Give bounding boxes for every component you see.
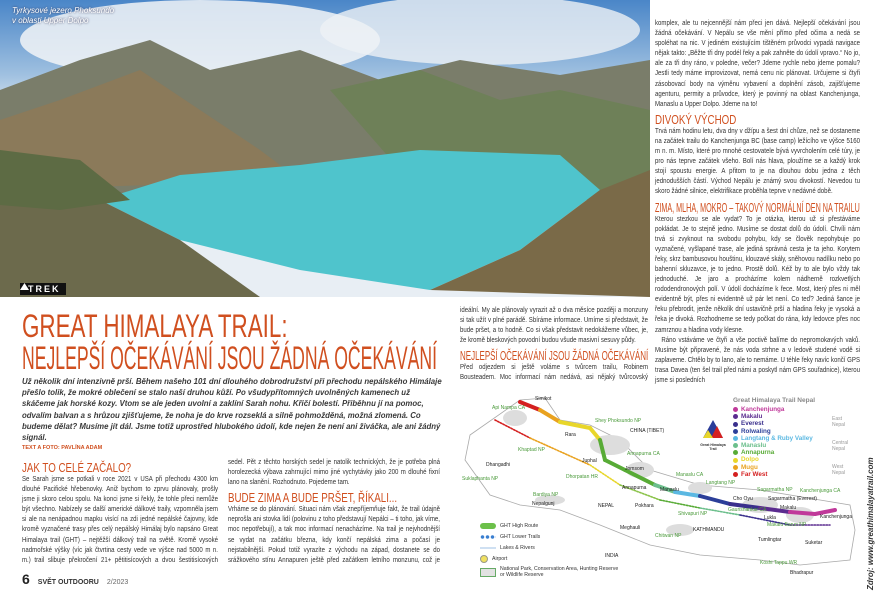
map-place-makalu: Makalu: [780, 505, 797, 511]
map-place-shivapuri: Shivapuri NP: [678, 511, 708, 517]
map-place-chitwan: Chitwan NP: [655, 533, 682, 539]
section-color-dot: [733, 422, 738, 427]
section-heading-text: BUDE ZIMA A BUDE PRŠET, ŘÍKALI...: [228, 490, 398, 506]
airport-icon: [480, 555, 488, 563]
legend-section-langtang-ruby-valley: [733, 435, 815, 442]
paragraph: Vrháme se do plánování. Situaci nám však znepříjemňuje fakt, že trail údajně neprošla ani stovka lidí (polovinu z toho představují Nepálci – ti toho, jak víme, moc nepotřebují), a tak moc informací nenacházíme. Na trail je nejvhodnější se vydat na začátku března, kdy končí nepálská zima a počasí je nejstabilnější. Pokud totiž vyrazíte z východu na západ, dostanete se do srážkového stínu Annapuren ještě před začátkem letního monzunu, což je: [228, 504, 440, 564]
section-name: Dolpo: [741, 456, 759, 464]
issue-number: 2/2023: [106, 579, 129, 586]
map-place-india: INDIA: [605, 553, 619, 559]
park-swatch: [480, 568, 496, 577]
paragraph: Trvá nám hodinu letu, dva dny v džípu a šest dní chůze, než se dostaneme na začátek trailu do Kanchenjunga BC (base camp) ležícího ve výšce 5160 m n. m. Místo, které pro mnohé cestovatele bývá vyvrcholením celé túry, je pro nás teprve začátek všeho. Bolí nás hlava, ploužíme se a každý krok stojí spoustu energie. A přitom to je na dlouhou dobu jedna z těch jednodušších částí. Východ Nepálu je známý svou divokostí. Nevedou tu skoro žádné silnice, elektrifikace proběhla teprve v nedávné době.: [655, 125, 860, 196]
legend-label: National Park, Conservation Area, Hunting Reserve or Wildlife Reserve: [500, 566, 619, 578]
legend-high-route: [480, 520, 620, 531]
map-place-kanch: Kanchenjunga: [820, 514, 852, 520]
photo-caption: [12, 6, 114, 26]
section-heading: [655, 111, 860, 126]
legend-section-manaslu: [733, 442, 815, 449]
section-name: Kanchenjunga: [741, 406, 785, 413]
section-heading: [22, 459, 218, 474]
map-place-langtang: Langtang NP: [706, 480, 736, 486]
section-heading-text: DIVOKÝ VÝCHOD: [655, 111, 737, 127]
legend-section-everest: [733, 420, 815, 427]
map-place-makaluNP: Makalu Barun NP: [767, 522, 807, 528]
region-label: West Nepal: [832, 464, 846, 476]
section-color-dot: [733, 458, 738, 463]
paragraph: Kterou stezkou se ale vydat? To je otázka, kterou už si přestáváme pokládat. Je to stejně jedno. Musíme se dostat dolů do údolí. Chvíli nám trvá si zvyknout na svobodu pohybu, kdy se člověk nepohybuje po vyznačené, vyšlapané trase, ale jediná správná cesta je ta jeho. Korytem řeky, skrz bambusovou houštinu, klouzavé skály, sněhovou nadílku nebo po bahenní skluzavce, je to jedno. Prostě dolů. Kéž by to ale bylo vždy tak jednoduché. Je jaro a procházíme kolem nádherně rozkvetlých rododendronových polí. V údolí docházíme k řece. Most, který přes ni měl evidentně být, přes ni evidentně už pár let není. Co teď? Jediná šance je řeku přebrodit, jenže několik dní ustavičně prší a hladina řeky je vysoká a řeka je divoká. Rozhodneme se tedy počkat do rána, kdy ledovce přes noc zamrznou a hladina vody klesne.: [655, 213, 860, 334]
section-heading: [655, 199, 860, 214]
map-place-shey: Shey Phoksundo NP: [595, 418, 642, 424]
section-color-dot: [733, 429, 738, 434]
section-heading-text: NEJLEPŠÍ OČEKÁVÁNÍ JSOU ŽÁDNÁ OČEKÁVÁNÍ: [460, 348, 649, 364]
legend-section-mugu: [733, 464, 815, 471]
map-place-rara: Rara: [565, 432, 576, 438]
map-place-khaptad: Khaptad NP: [518, 447, 545, 453]
section-name: Langtang & Ruby Valley: [741, 434, 813, 442]
paragraph: Před odjezdem si ještě voláme s tvůrcem trailu, Robinem Bousteadem. Moc informací nám nedává, asi nějaký tvůrcovský: [460, 362, 648, 382]
map-source: Zdroj: www.greathimalayatrail.com: [866, 457, 875, 590]
byline: TEXT A FOTO: PAVLÍNA ADAM: [22, 445, 103, 451]
map-place-nepal: NEPAL: [598, 503, 615, 509]
title-line: NEJLEPŠÍ OČEKÁVÁNÍ JSOU ŽÁDNÁ OČEKÁVÁNÍ: [22, 340, 437, 376]
caption-line: Tyrkysové jezero Phoksundo: [12, 6, 115, 15]
section-heading-text: ZIMA, MLHA, MOKRO – TAKOVÝ NORMÁLNÍ DEN NA TRAILU: [655, 199, 860, 215]
page-number: 6: [22, 571, 30, 587]
page-footer: [22, 571, 128, 587]
column-1: [22, 457, 218, 565]
section-color-dot: [733, 436, 738, 441]
map-place-sukla: Suklaphanta NP: [462, 476, 499, 482]
map-place-dhorpatan: Dhorpatan HR: [566, 474, 598, 480]
map-place-dhangadhi: Dhangadhi: [486, 462, 511, 468]
legend-lakes: [480, 542, 620, 553]
section-label: [20, 283, 66, 295]
section-color-dot: [733, 443, 738, 448]
legend-section-dolpo: [733, 456, 815, 463]
map-place-pokhara: Pokhara: [635, 503, 654, 509]
map-place-kathmandu: KATHMANDU: [693, 527, 725, 533]
region-label: Central Nepal: [832, 440, 849, 452]
legend-label: Lakes & Rivers: [500, 544, 535, 551]
section-name: Manaslu: [741, 442, 767, 450]
legend-section-far-west: [733, 471, 815, 478]
magazine-name: SVĚT OUTDOORU: [37, 579, 99, 586]
legend-park: [480, 564, 620, 580]
legend-label: GHT High Route: [500, 522, 539, 529]
paragraph-continued: komplex, ale tu nejcennější nám přeci jen dává. Nejlepší očekávání jsou žádná očekávání. V Nepálu se vše mění přímo před očima a nedá se spoléhat na nic. V jediném existujícím tištěném průvodci vypadá navigace nějak takto: „Běžte tři dny podél řeky a pak zahněte do údolí vpravo.“ No jo, ale za tři dny ráno, v poledne, večer? Jdeme rychle nebo jdeme pomalu? Jestli tedy máme improvizovat, nemá cenu nic plánovat. Určujeme si čtyři zásobovací body na výměnu vybavení a doplnění zásob, zajišťujeme agenturu, permity a průvodce, který je povinný na oblast Kanchenjunga, Manaslu a Upper Dolpo. Jdeme na to!: [655, 18, 860, 108]
legend-label: GHT Lower Trails: [500, 533, 541, 540]
section-heading: [460, 347, 648, 362]
map-place-manasluCA: Manaslu CA: [676, 472, 704, 478]
section-color-dot: [733, 465, 738, 470]
map-place-bardiya: Bardiya NP: [533, 492, 559, 498]
caption-line: v oblasti Upper Dolpo: [12, 16, 89, 25]
map-place-suketar: Suketar: [805, 540, 823, 546]
legend-lower-trails: [480, 531, 620, 542]
column-3: [460, 305, 648, 383]
section-name: Mugu: [741, 463, 758, 471]
paragraph: Ráno vstáváme ve čtyři a vše poctivě balíme do nepromokavých vaků. Musíme být připravené, že nás voda strhne a v ledově studené vodě si zaplaveme. Chtělo by to lano, ale to nemáme. U téhle řeky navíc končí GPS trasa Davea (ten šel trail před námi a poskytl nám GPS souřadnice), kterou jsme si posledních: [655, 334, 860, 384]
map-legend: [480, 520, 620, 580]
lower-trail-swatch: [480, 535, 496, 539]
map-place-cho: Cho Oyu: [733, 496, 753, 502]
map-place-jomsom: Jomsom: [625, 466, 644, 472]
map-place-kanchCA: Kanchenjunga CA: [800, 488, 841, 494]
map-place-china: CHINA (TIBET): [630, 428, 665, 434]
legend-section-annapurna: [733, 449, 815, 456]
column-4: [655, 18, 860, 385]
hero-photo-lake-phoksundo: [0, 0, 650, 297]
map-place-nepalgunj: Nepalgunj: [532, 501, 555, 507]
paragraph: Se Sarah jsme se potkali v roce 2021 v USA při přechodu 4300 km dlouhé Pacifické hřebenovky. Aniž bychom to zprvu plánovaly, prošly jsme ji skoro celou spolu. Na konci jsme si řekly, že tohle přeci nemůže být všechno. Nabízely se další americké dálkové traily, vzpomněla jsem si ale na nenápadnou mapku visící na zdi jedné nepálské čajovny, kde kromě vyznačené trasy přes celý nepálský Himálaj bylo napsáno Great Himalaya trail (GHT) – nejtěžší dálkový trail na světě. Kromě vysoké nadmořské výšky (víc jak čtvrtina cesty vede ve výšce nad 5000 m n. m.) trail slibuje překročení 21+ pětitisícových a dvou šestitisícových: [22, 474, 218, 564]
section-name: Far West: [741, 470, 768, 478]
map-title: Great Himalaya Trail Nepal: [733, 397, 816, 404]
map-place-simikot: Simikot: [535, 396, 552, 402]
map-place-manaslu: Manaslu: [660, 487, 679, 493]
map-place-lukla: Lukla: [764, 515, 776, 521]
column-2: [228, 457, 440, 565]
section-color-dot: [733, 407, 738, 412]
map-place-api: Api Nampa CA: [492, 405, 526, 411]
section-heading: [228, 489, 440, 504]
map-place-koshi: Koshi Tappu WR: [760, 560, 798, 566]
legend-airport: [480, 553, 620, 564]
section-color-dot: [733, 414, 738, 419]
section-color-dot: [733, 472, 738, 477]
map-place-everest: Sagarmatha (Everest): [768, 496, 817, 502]
ght-logo-mark: [701, 418, 725, 438]
ght-logo-text: Great Himalaya Trail: [700, 443, 726, 451]
paragraph-continued: ideální. My ale plánovaly vyrazit až o dva měsíce později a monzuny si tak užít v plné parádě. Sbíráme informace. Umíme si představit, že bude pršet, a to hodně. Co si však představit nedokážeme vůbec, je, že kromě bleskových povodní budou všude masivní sesuvy půdy.: [460, 305, 648, 345]
section-label-text: TREK: [28, 284, 61, 294]
ght-logo: [698, 418, 728, 451]
landscape-illustration: [0, 0, 650, 297]
map-legend-sections: [733, 397, 815, 478]
map-place-meghauli: Meghauli: [620, 525, 641, 531]
region-label: East Nepal: [832, 416, 846, 428]
section-name: Annapurna: [741, 449, 775, 457]
map-place-annapurnaCA: Annapurna CA: [627, 451, 660, 457]
high-route-swatch: [480, 523, 496, 529]
section-heading-text: JAK TO CELÉ ZAČALO?: [22, 460, 132, 475]
section-name: Makalu: [741, 413, 763, 421]
map-place-bhadrapur: Bhadrapur: [790, 570, 814, 576]
title-line: GREAT HIMALAYA TRAIL:: [22, 308, 288, 344]
section-name: Everest: [741, 420, 764, 428]
section-name: Rolwaling: [741, 427, 771, 435]
map-place-jumla: Juphal: [582, 458, 597, 464]
legend-section-kanchenjunga: [733, 406, 815, 413]
section-color-dot: [733, 450, 738, 455]
map-place-annapurna: Annapurna: [622, 485, 647, 491]
map-place-sagarmathaNP: Sagarmatha NP: [757, 487, 793, 493]
legend-section-rolwaling: [733, 428, 815, 435]
lead-paragraph: Už několik dní intenzivně prší. Během našeho 101 dní dlouhého dobrodružství při přechodu nepálského Himálaje přešlo tolik, že mokré oblečení se stalo naší druhou kůží. Po všudypřítomných uvolněných kamenech už skáčeme jak horské kozy. Vtom se ale jeden uvolní a zaklíní Sarah nohu. Křičí bolestí. Přiběhnu jí na pomoc, odvalím balvan a s hrůzou zjišťujeme, že noha je do krve rozseklá a silně pohmožděná, možná zlomená. Co budeme dělat? Musíme jít dál. Jsme totiž uprostřed hlubokého údolí, kde nejen že není ani živáčka, ale ani žádný signál.: [22, 376, 442, 443]
high-route-segment: [790, 512, 815, 514]
legend-label: Airport: [492, 555, 508, 562]
legend-section-makalu: [733, 413, 815, 420]
river-swatch: [480, 547, 496, 549]
paragraph-continued: sedel. Pět z těchto horských sedel je natolik technických, že je potřeba plná horolezecká výbava zahrnující mimo jiné vychytávky jako 200 m dlouhé fixní lano na slanění. Rozhodnuto. Pojedeme tam.: [228, 457, 440, 487]
map-place-gauri: Gaurishankar CA: [728, 507, 767, 513]
map-place-tumlingtar: Tumlingtar: [758, 537, 782, 543]
